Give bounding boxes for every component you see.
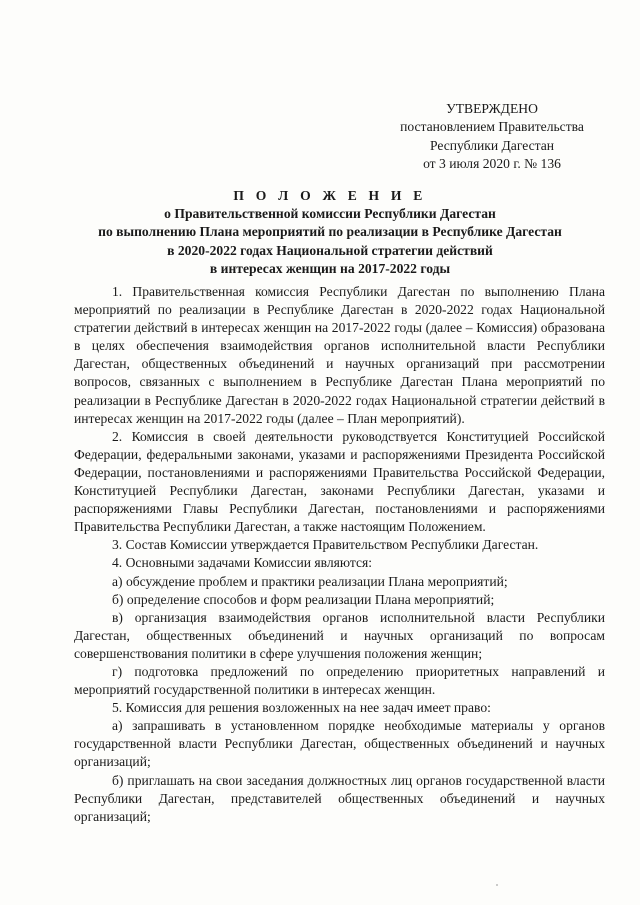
- heading-line-2: по выполнению Плана мероприятий по реализации в Республике Дагестан: [98, 224, 562, 240]
- heading-line-1: о Правительственной комиссии Республики Дагестан: [164, 206, 496, 222]
- paragraph-4: 4. Основными задачами Комиссии являются:: [112, 555, 373, 571]
- document-body: [74, 283, 605, 826]
- paragraph-1: 1. Правительственная комиссия Республики Дагестан по выполнению Плана мероприятий по реализации в Республике Дагестан в 2020-2022 годах Национальной стратегии действий в интересах женщин на 2017-2022 годы (далее – Комиссия) образована в целях обеспечения взаимодействия органов исполнительной власти Республики Дагестан, общественных объединений и научных организаций при рассмотрении вопросов, связанных с выполнением в Республике Дагестан Плана мероприятий по реализации в Республике Дагестан в 2020-2022 годах Национальной стратегии действий в интересах женщин на 2017-2022 годы (далее – План мероприятий).: [74, 284, 605, 426]
- paragraph-4c: в) организация взаимодействия органов исполнительной власти Республики Дагестан, общественных объединений и научных организаций по вопросам совершенствования политики в сфере улучшения положения женщин;: [74, 609, 605, 661]
- document-heading: [40, 187, 620, 278]
- document-title: П О Л О Ж Е Н И Е: [233, 188, 427, 203]
- approval-word: УТВЕРЖДЕНО: [446, 101, 538, 116]
- paragraph-5: 5. Комиссия для решения возложенных на нее задач имеет право:: [112, 700, 491, 716]
- paragraph-4a: а) обсуждение проблем и практики реализации Плана мероприятий;: [112, 573, 508, 589]
- paragraph-5b: б) приглашать на свои заседания должностных лиц органов государственной власти Республики Дагестан, представителей общественных объединений и научных организаций;: [74, 772, 605, 824]
- approval-date-number: от 3 июля 2020 г. № 136: [423, 156, 561, 172]
- paragraph-3: 3. Состав Комиссии утверждается Правительством Республики Дагестан.: [112, 537, 539, 553]
- paragraph-4b: б) определение способов и форм реализации Плана мероприятий;: [112, 591, 495, 607]
- paragraph-4d: г) подготовка предложений по определению приоритетных направлений и мероприятий государственной политики в интересах женщин.: [74, 663, 605, 698]
- approval-republic: Республики Дагестан: [429, 137, 555, 153]
- heading-line-4: в интересах женщин на 2017-2022 годы: [209, 260, 451, 276]
- scan-speck: [496, 884, 498, 886]
- approval-resolution: постановлением Правительства: [400, 119, 584, 135]
- approval-stamp: [372, 100, 612, 174]
- paragraph-2: 2. Комиссия в своей деятельности руководствуется Конституцией Российской Федерации, федеральными законами, указами и распоряжениями Президента Российской Федерации, постановлениями и распоряжениями Правительства Российской Федерации, Конституцией Республики Дагестан, законами Республики Дагестан, указами и распоряжениями Главы Республики Дагестан, постановлениями и распоряжениями Правительства Республики Дагестан, а также настоящим Положением.: [74, 428, 605, 535]
- paragraph-5a: а) запрашивать в установленном порядке необходимые материалы у органов государственной власти Республики Дагестан, общественных объединений и научных организаций;: [74, 718, 605, 770]
- heading-line-3: в 2020-2022 годах Национальной стратегии действий: [167, 242, 493, 258]
